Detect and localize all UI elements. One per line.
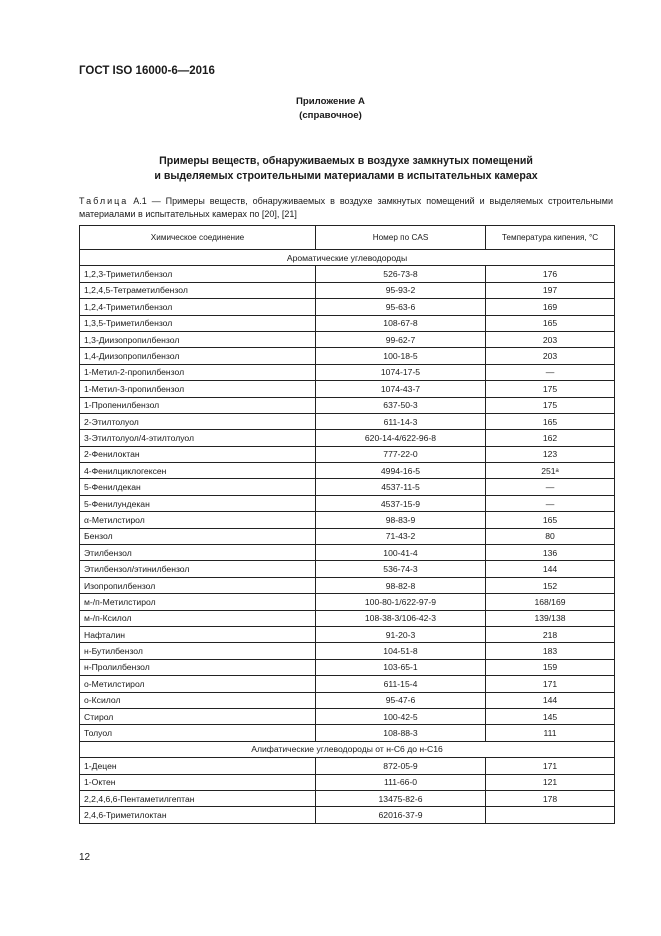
table-row: [80, 643, 615, 659]
cas-number: 108-67-8: [316, 315, 486, 331]
compound-name: н-Бутилбензол: [80, 643, 316, 659]
compound-name: 1,2,4-Триметилбензол: [80, 299, 316, 315]
cas-number: 71-43-2: [316, 528, 486, 544]
boiling-point: 171: [486, 758, 615, 774]
table-row: [80, 659, 615, 675]
boiling-point: 183: [486, 643, 615, 659]
boiling-point: 144: [486, 692, 615, 708]
annex-heading: [0, 95, 661, 123]
table-row: [80, 577, 615, 593]
cas-number: 104-51-8: [316, 643, 486, 659]
boiling-point: 111: [486, 725, 615, 741]
annex-title-line-2: и выделяемых строительными материалами в испытательных камерах: [154, 170, 538, 182]
boiling-point: —: [486, 364, 615, 380]
boiling-point: 176: [486, 266, 615, 282]
cas-number: 611-15-4: [316, 676, 486, 692]
cas-number: 111-66-0: [316, 774, 486, 790]
table-row: [80, 381, 615, 397]
table-row: [80, 545, 615, 561]
table-row: [80, 725, 615, 741]
boiling-point: 203: [486, 331, 615, 347]
compound-name: 1-Пропенилбензол: [80, 397, 316, 413]
table-row: [80, 331, 615, 347]
table-row: [80, 446, 615, 462]
table-row: [80, 708, 615, 724]
boiling-point: 175: [486, 381, 615, 397]
cas-number: 13475-82-6: [316, 790, 486, 806]
table-row: [80, 299, 615, 315]
boiling-point: 165: [486, 413, 615, 429]
cas-number: 98-83-9: [316, 512, 486, 528]
boiling-point: 80: [486, 528, 615, 544]
boiling-point: 168/169: [486, 594, 615, 610]
group-heading: Алифатические углеводороды от н-C6 до н-C16: [80, 741, 615, 757]
compound-name: 1-Октен: [80, 774, 316, 790]
table-row: [80, 561, 615, 577]
cas-number: 100-42-5: [316, 708, 486, 724]
compound-name: Стирол: [80, 708, 316, 724]
boiling-point: 197: [486, 282, 615, 298]
boiling-point: 165: [486, 512, 615, 528]
compound-name: Этилбензол/этинилбензол: [80, 561, 316, 577]
cas-number: 777-22-0: [316, 446, 486, 462]
table-row: [80, 790, 615, 806]
table-row: [80, 282, 615, 298]
boiling-point: 175: [486, 397, 615, 413]
cas-number: 95-47-6: [316, 692, 486, 708]
cas-number: 620-14-4/622-96-8: [316, 430, 486, 446]
cas-number: 526-73-8: [316, 266, 486, 282]
table-row: [80, 495, 615, 511]
boiling-point: 171: [486, 676, 615, 692]
page-number: 12: [79, 852, 91, 863]
boiling-point: 121: [486, 774, 615, 790]
boiling-point: 123: [486, 446, 615, 462]
group-row-aromatic: [80, 250, 615, 266]
cas-number: 108-88-3: [316, 725, 486, 741]
cas-number: 62016-37-9: [316, 807, 486, 823]
compound-name: 1-Метил-2-пропилбензол: [80, 364, 316, 380]
substances-table: [79, 225, 615, 824]
compound-name: о-Метилстирол: [80, 676, 316, 692]
table-row: [80, 348, 615, 364]
compound-name: 2-Этилтолуол: [80, 413, 316, 429]
boiling-point: —: [486, 495, 615, 511]
cas-number: 872-05-9: [316, 758, 486, 774]
cas-number: 611-14-3: [316, 413, 486, 429]
compound-name: 4-Фенилциклогексен: [80, 463, 316, 479]
group-heading: Ароматические углеводороды: [80, 250, 615, 266]
table-row: [80, 594, 615, 610]
table-row: [80, 758, 615, 774]
cas-number: 95-63-6: [316, 299, 486, 315]
boiling-point: 145: [486, 708, 615, 724]
table-header-row: [80, 226, 615, 250]
annex-title-line-1: Примеры веществ, обнаруживаемых в воздухе замкнутых помещений: [159, 155, 533, 167]
cas-number: 99-62-7: [316, 331, 486, 347]
table-row: [80, 807, 615, 823]
compound-name: 1,3,5-Триметилбензол: [80, 315, 316, 331]
compound-name: 1,2,3-Триметилбензол: [80, 266, 316, 282]
cas-number: 95-93-2: [316, 282, 486, 298]
cas-number: 1074-43-7: [316, 381, 486, 397]
compound-name: 2,2,4,6,6-Пентаметилгептан: [80, 790, 316, 806]
table-row: [80, 413, 615, 429]
boiling-point: 136: [486, 545, 615, 561]
cas-number: 103-65-1: [316, 659, 486, 675]
table-row: [80, 315, 615, 331]
boiling-point: —: [486, 479, 615, 495]
boiling-point: 169: [486, 299, 615, 315]
table-row: [80, 364, 615, 380]
compound-name: н-Пролилбензол: [80, 659, 316, 675]
compound-name: 2,4,6-Триметилоктан: [80, 807, 316, 823]
table-row: [80, 692, 615, 708]
compound-name: м-/п-Ксилол: [80, 610, 316, 626]
table-row: [80, 463, 615, 479]
table-caption-text: А.1 — Примеры веществ, обнаруживаемых в воздухе замкнутых помещений и выделяемых строительными материалами в испытательных камерах по [20], [21]: [79, 196, 613, 219]
compound-name: Толуол: [80, 725, 316, 741]
column-header-compound: Химическое соединение: [80, 226, 316, 250]
annex-label: Приложение А: [296, 96, 365, 107]
compound-name: Этилбензол: [80, 545, 316, 561]
boiling-point: 218: [486, 626, 615, 642]
compound-name: 2-Фенилоктан: [80, 446, 316, 462]
table-row: [80, 430, 615, 446]
cas-number: 536-74-3: [316, 561, 486, 577]
compound-name: 5-Фенилдекан: [80, 479, 316, 495]
compound-name: Нафталин: [80, 626, 316, 642]
compound-name: α-Метилстирол: [80, 512, 316, 528]
group-row-aliphatic: [80, 741, 615, 757]
compound-name: 1,2,4,5-Тетраметилбензол: [80, 282, 316, 298]
document-header: ГОСТ ISO 16000-6—2016: [79, 65, 215, 77]
compound-name: 3-Этилтолуол/4-этилтолуол: [80, 430, 316, 446]
boiling-point: [486, 807, 615, 823]
compound-name: Изопропилбензол: [80, 577, 316, 593]
compound-name: 1-Децен: [80, 758, 316, 774]
boiling-point: 162: [486, 430, 615, 446]
compound-name: 1-Метил-3-пропилбензол: [80, 381, 316, 397]
annex-note: (справочное): [299, 110, 362, 121]
cas-number: 98-82-8: [316, 577, 486, 593]
table-caption: [79, 195, 613, 221]
compound-name: Бензол: [80, 528, 316, 544]
cas-number: 100-80-1/622-97-9: [316, 594, 486, 610]
cas-number: 4994-16-5: [316, 463, 486, 479]
cas-number: 91-20-3: [316, 626, 486, 642]
table-row: [80, 528, 615, 544]
boiling-point: 139/138: [486, 610, 615, 626]
table-row: [80, 397, 615, 413]
table-row: [80, 479, 615, 495]
table-row: [80, 676, 615, 692]
boiling-point: 159: [486, 659, 615, 675]
boiling-point: 152: [486, 577, 615, 593]
cas-number: 637-50-3: [316, 397, 486, 413]
cas-number: 108-38-3/106-42-3: [316, 610, 486, 626]
table-row: [80, 610, 615, 626]
boiling-point: 251ᵃ: [486, 463, 615, 479]
compound-name: 1,4-Диизопропилбензол: [80, 348, 316, 364]
table-row: [80, 512, 615, 528]
boiling-point: 144: [486, 561, 615, 577]
cas-number: 100-18-5: [316, 348, 486, 364]
boiling-point: 178: [486, 790, 615, 806]
column-header-cas: Номер по CAS: [316, 226, 486, 250]
table-row: [80, 626, 615, 642]
table-row: [80, 774, 615, 790]
compound-name: м-/п-Метилстирол: [80, 594, 316, 610]
cas-number: 100-41-4: [316, 545, 486, 561]
table-row: [80, 266, 615, 282]
cas-number: 4537-15-9: [316, 495, 486, 511]
annex-title: [79, 154, 613, 184]
cas-number: 4537-11-5: [316, 479, 486, 495]
compound-name: о-Ксилол: [80, 692, 316, 708]
cas-number: 1074-17-5: [316, 364, 486, 380]
boiling-point: 165: [486, 315, 615, 331]
table-caption-label: Таблица: [79, 196, 129, 206]
compound-name: 5-Фенилундекан: [80, 495, 316, 511]
column-header-boiling-point: Температура кипения, °С: [486, 226, 615, 250]
compound-name: 1,3-Диизопропилбензол: [80, 331, 316, 347]
boiling-point: 203: [486, 348, 615, 364]
